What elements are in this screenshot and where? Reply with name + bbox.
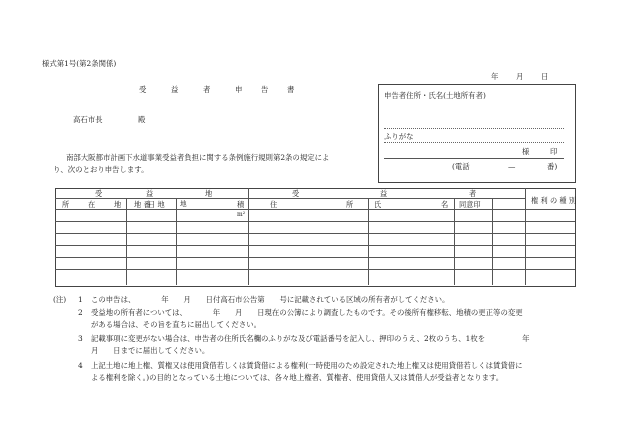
name-header-char: 氏 [374, 200, 382, 209]
location-header-char: 在 [88, 200, 96, 209]
location-header-char: 地 [114, 200, 122, 209]
note-number: 4 [78, 361, 83, 370]
area-unit: m² [237, 211, 246, 218]
name-header-char: 名 [441, 200, 449, 209]
declarant-address-label: 申告者住所・氏名(土地所有者) [384, 91, 486, 100]
note-text: この申告は、 年 月 日付高石市公告第 号に記載されている区域の所有者がしてください。 [91, 295, 450, 304]
table-rule [492, 198, 493, 285]
note-text: よる権利を除く。)の目的となっている土地については、各々地上権者、質権者、使用貸借人又は賃借人が受益者となります。 [91, 373, 504, 382]
table-row[interactable] [55, 221, 575, 222]
note-text: 月 日までに届出してください。 [91, 346, 210, 355]
note-text: 記載事項に変更がない場合は、申告者の住所氏名欄のふりがな及び電話番号を記入し、押印のうえ、2枚のうち、1枚を 年 [91, 334, 530, 343]
table-rule [55, 209, 575, 210]
intro-text-line1: 南部大阪都市計画下水道事業受益者負担に関する条例施行規則第2条の規定によ [66, 153, 330, 162]
note-text: 上記土地に地上権、質権又は使用貸借若しくは賃貸借による権利(一時使用のため設定された地上権又は使用貸借若しくは賃貸借に [91, 361, 523, 370]
furigana-label: ふりがな [384, 132, 414, 141]
table-rule [525, 188, 526, 285]
note-text: がある場合は、その旨を直ちに届出してください。 [91, 320, 261, 329]
notes-label: (注) [53, 295, 67, 304]
rights-type-header: 権 利 の 種 別 [531, 196, 577, 205]
table-row[interactable] [55, 257, 575, 258]
name-entry-line[interactable] [384, 158, 564, 159]
addressee: 高石市長 [73, 115, 103, 124]
address-header-char: 所 [346, 200, 354, 209]
group-land-char: 地 [205, 189, 213, 198]
table-rule [368, 198, 369, 285]
address-entry-line[interactable] [384, 128, 564, 129]
sama-label: 様 [522, 147, 530, 156]
title-char: 益 [171, 85, 179, 94]
phone-end: 番) [547, 162, 558, 171]
seal-mark: 印 [550, 147, 558, 156]
table-rule [176, 198, 177, 285]
table-rule [454, 198, 455, 285]
table-rule [126, 198, 127, 285]
table-row[interactable] [55, 233, 575, 234]
phone-dash: — [508, 162, 516, 171]
area-header-char: 積 [237, 200, 245, 209]
group-beneficiary-char: 益 [380, 189, 388, 198]
date-month: 月 [516, 72, 524, 81]
area-header: 地 [180, 200, 187, 208]
lot-number-header: 地 番 [134, 200, 151, 209]
intro-text-line2: り、次のとおり申告します。 [53, 165, 149, 174]
table-row[interactable] [55, 269, 575, 270]
phone-label: (電話 [452, 162, 470, 171]
date-year: 年 [491, 72, 499, 81]
land-category-header: 日 地 [148, 200, 165, 209]
title-char: 書 [287, 85, 295, 94]
group-beneficiary-char: 者 [469, 189, 477, 198]
group-land-char: 益 [146, 189, 154, 198]
note-number: 2 [78, 308, 83, 317]
note-number: 1 [78, 295, 83, 304]
date-day: 日 [541, 72, 549, 81]
group-beneficiary-char: 受 [292, 189, 300, 198]
table-row[interactable] [55, 245, 575, 246]
note-text: 受益地の所有者については、 年 月 日現在の公簿により調査したものです。その後所有権移転、地積の更正等の変更 [91, 308, 523, 317]
furigana-entry-line[interactable] [384, 142, 564, 143]
consent-seal-header: 同意印 [459, 200, 481, 209]
form-number: 様式第1号(第2条関係) [42, 59, 117, 68]
address-header-char: 住 [270, 200, 278, 209]
title-char: 申 [235, 85, 243, 94]
title-char: 告 [261, 85, 269, 94]
note-number: 3 [78, 334, 83, 343]
group-land-char: 受 [95, 189, 103, 198]
title-char: 者 [203, 85, 211, 94]
location-header-char: 所 [62, 200, 70, 209]
title-char: 受 [139, 85, 147, 94]
table-rule [248, 188, 249, 285]
honorific: 殿 [138, 115, 146, 124]
